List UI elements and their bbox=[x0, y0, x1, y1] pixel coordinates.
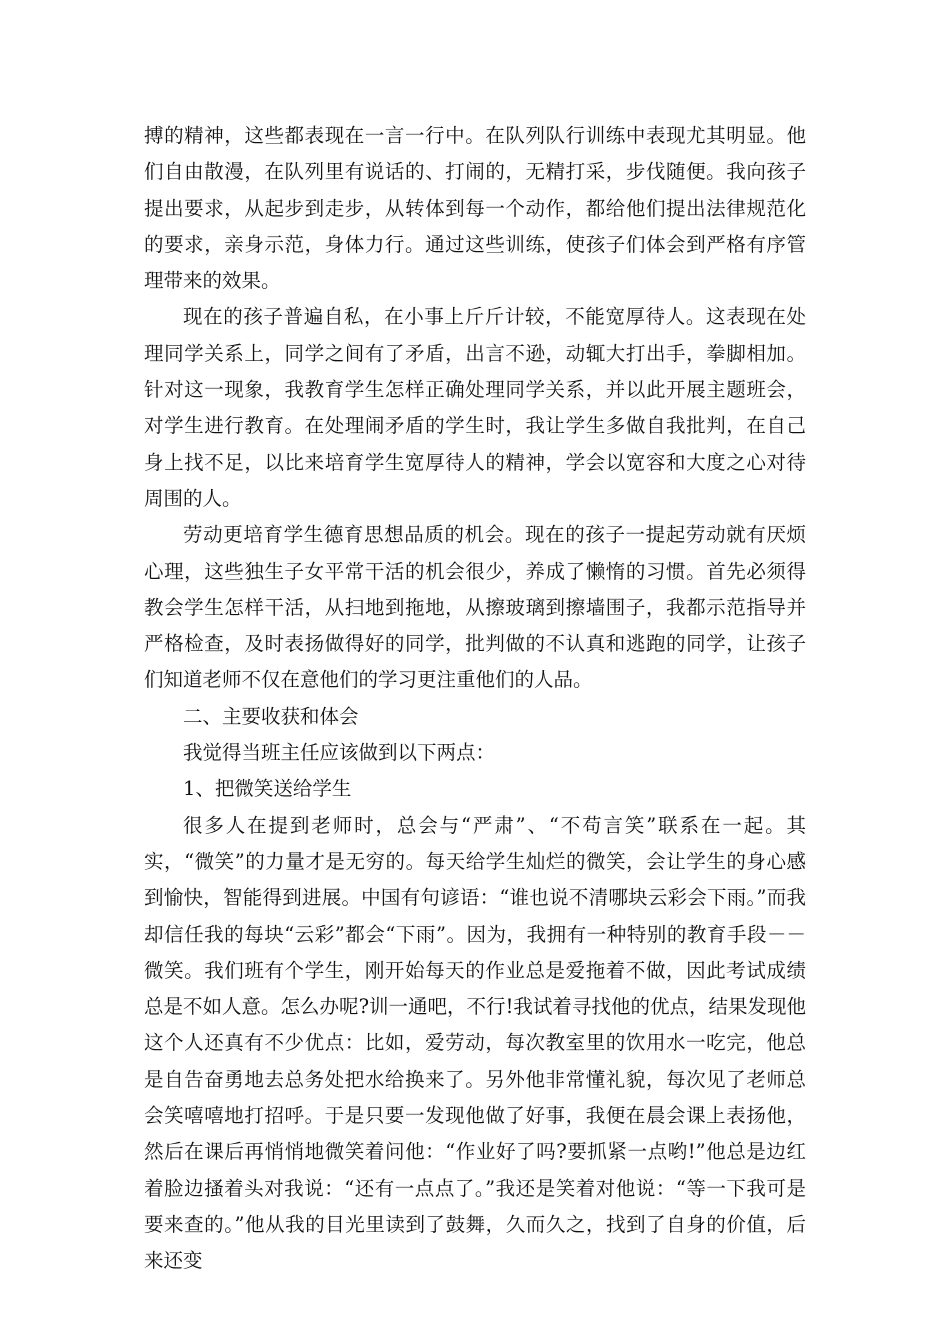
paragraph: 我觉得当班主任应该做到以下两点： bbox=[183, 741, 496, 765]
paragraph: 很多人在提到老师时，总会与“严肃”、“不苟言笑”联系在一起。其实，“微笑”的力量才是无穷的。每天给学生灿烂的微笑，会让学生的身心感到愉快，智能得到进展。中国有句谚语：“谁也说不清哪块云彩会下雨。”而我却信任我的每块“云彩”都会“下雨”。因为，我拥有一种特别的教育手段－－微笑。我们班有个学生，刚开始每天的作业总是爱拖着不做，因此考试成绩总是不如人意。怎么办呢?训一通吧，不行!我试着寻找他的优点，结果发现他这个人还真有不少优点：比如，爱劳动，每次教室里的饮用水一吃完，他总是自告奋勇地去总务处把水给换来了。另外他非常懂礼貌，每次见了老师总会笑嘻嘻地打招呼。于是只要一发现他做了好事，我便在晨会课上表扬他，然后在课后再悄悄地微笑着问他：“作业好了吗?要抓紧一点哟!”他总是边红着脸边搔着头对我说：“还有一点点了。”我还是笑着对他说：“等一下我可是要来查的。”他从我的目光里读到了鼓舞，久而久之，找到了自身的价值，后来还变 bbox=[144, 813, 806, 1273]
subsection-heading: 1、把微笑送给学生 bbox=[183, 777, 352, 801]
paragraph: 现在的孩子普遍自私，在小事上斤斤计较，不能宽厚待人。这表现在处理同学关系上，同学之间有了矛盾，出言不逊，动辄大打出手，拳脚相加。针对这一现象，我教育学生怎样正确处理同学关系，并以此开展主题班会，对学生进行教育。在处理闹矛盾的学生时，我让学生多做自我批判，在自己身上找不足，以比来培育学生宽厚待人的精神，学会以宽容和大度之心对待周围的人。 bbox=[144, 305, 806, 510]
document-page bbox=[144, 118, 806, 1280]
paragraph: 劳动更培育学生德育思想品质的机会。现在的孩子一提起劳动就有厌烦心理，这些独生子女平常干活的机会很少，养成了懒惰的习惯。首先必须得教会学生怎样干活，从扫地到拖地，从擦玻璃到擦墙围子，我都示范指导并严格检查，及时表扬做得好的同学，批判做的不认真和逃跑的同学，让孩子们知道老师不仅在意他们的学习更注重他们的人品。 bbox=[144, 523, 806, 692]
section-heading: 二、主要收获和体会 bbox=[183, 704, 359, 728]
paragraph: 搏的精神，这些都表现在一言一行中。在队列队行训练中表现尤其明显。他们自由散漫，在队列里有说话的、打闹的，无精打采，步伐随便。我向孩子提出要求，从起步到走步，从转体到每一个动作，都给他们提出法律规范化的要求，亲身示范，身体力行。通过这些训练，使孩子们体会到严格有序管理带来的效果。 bbox=[144, 124, 806, 293]
